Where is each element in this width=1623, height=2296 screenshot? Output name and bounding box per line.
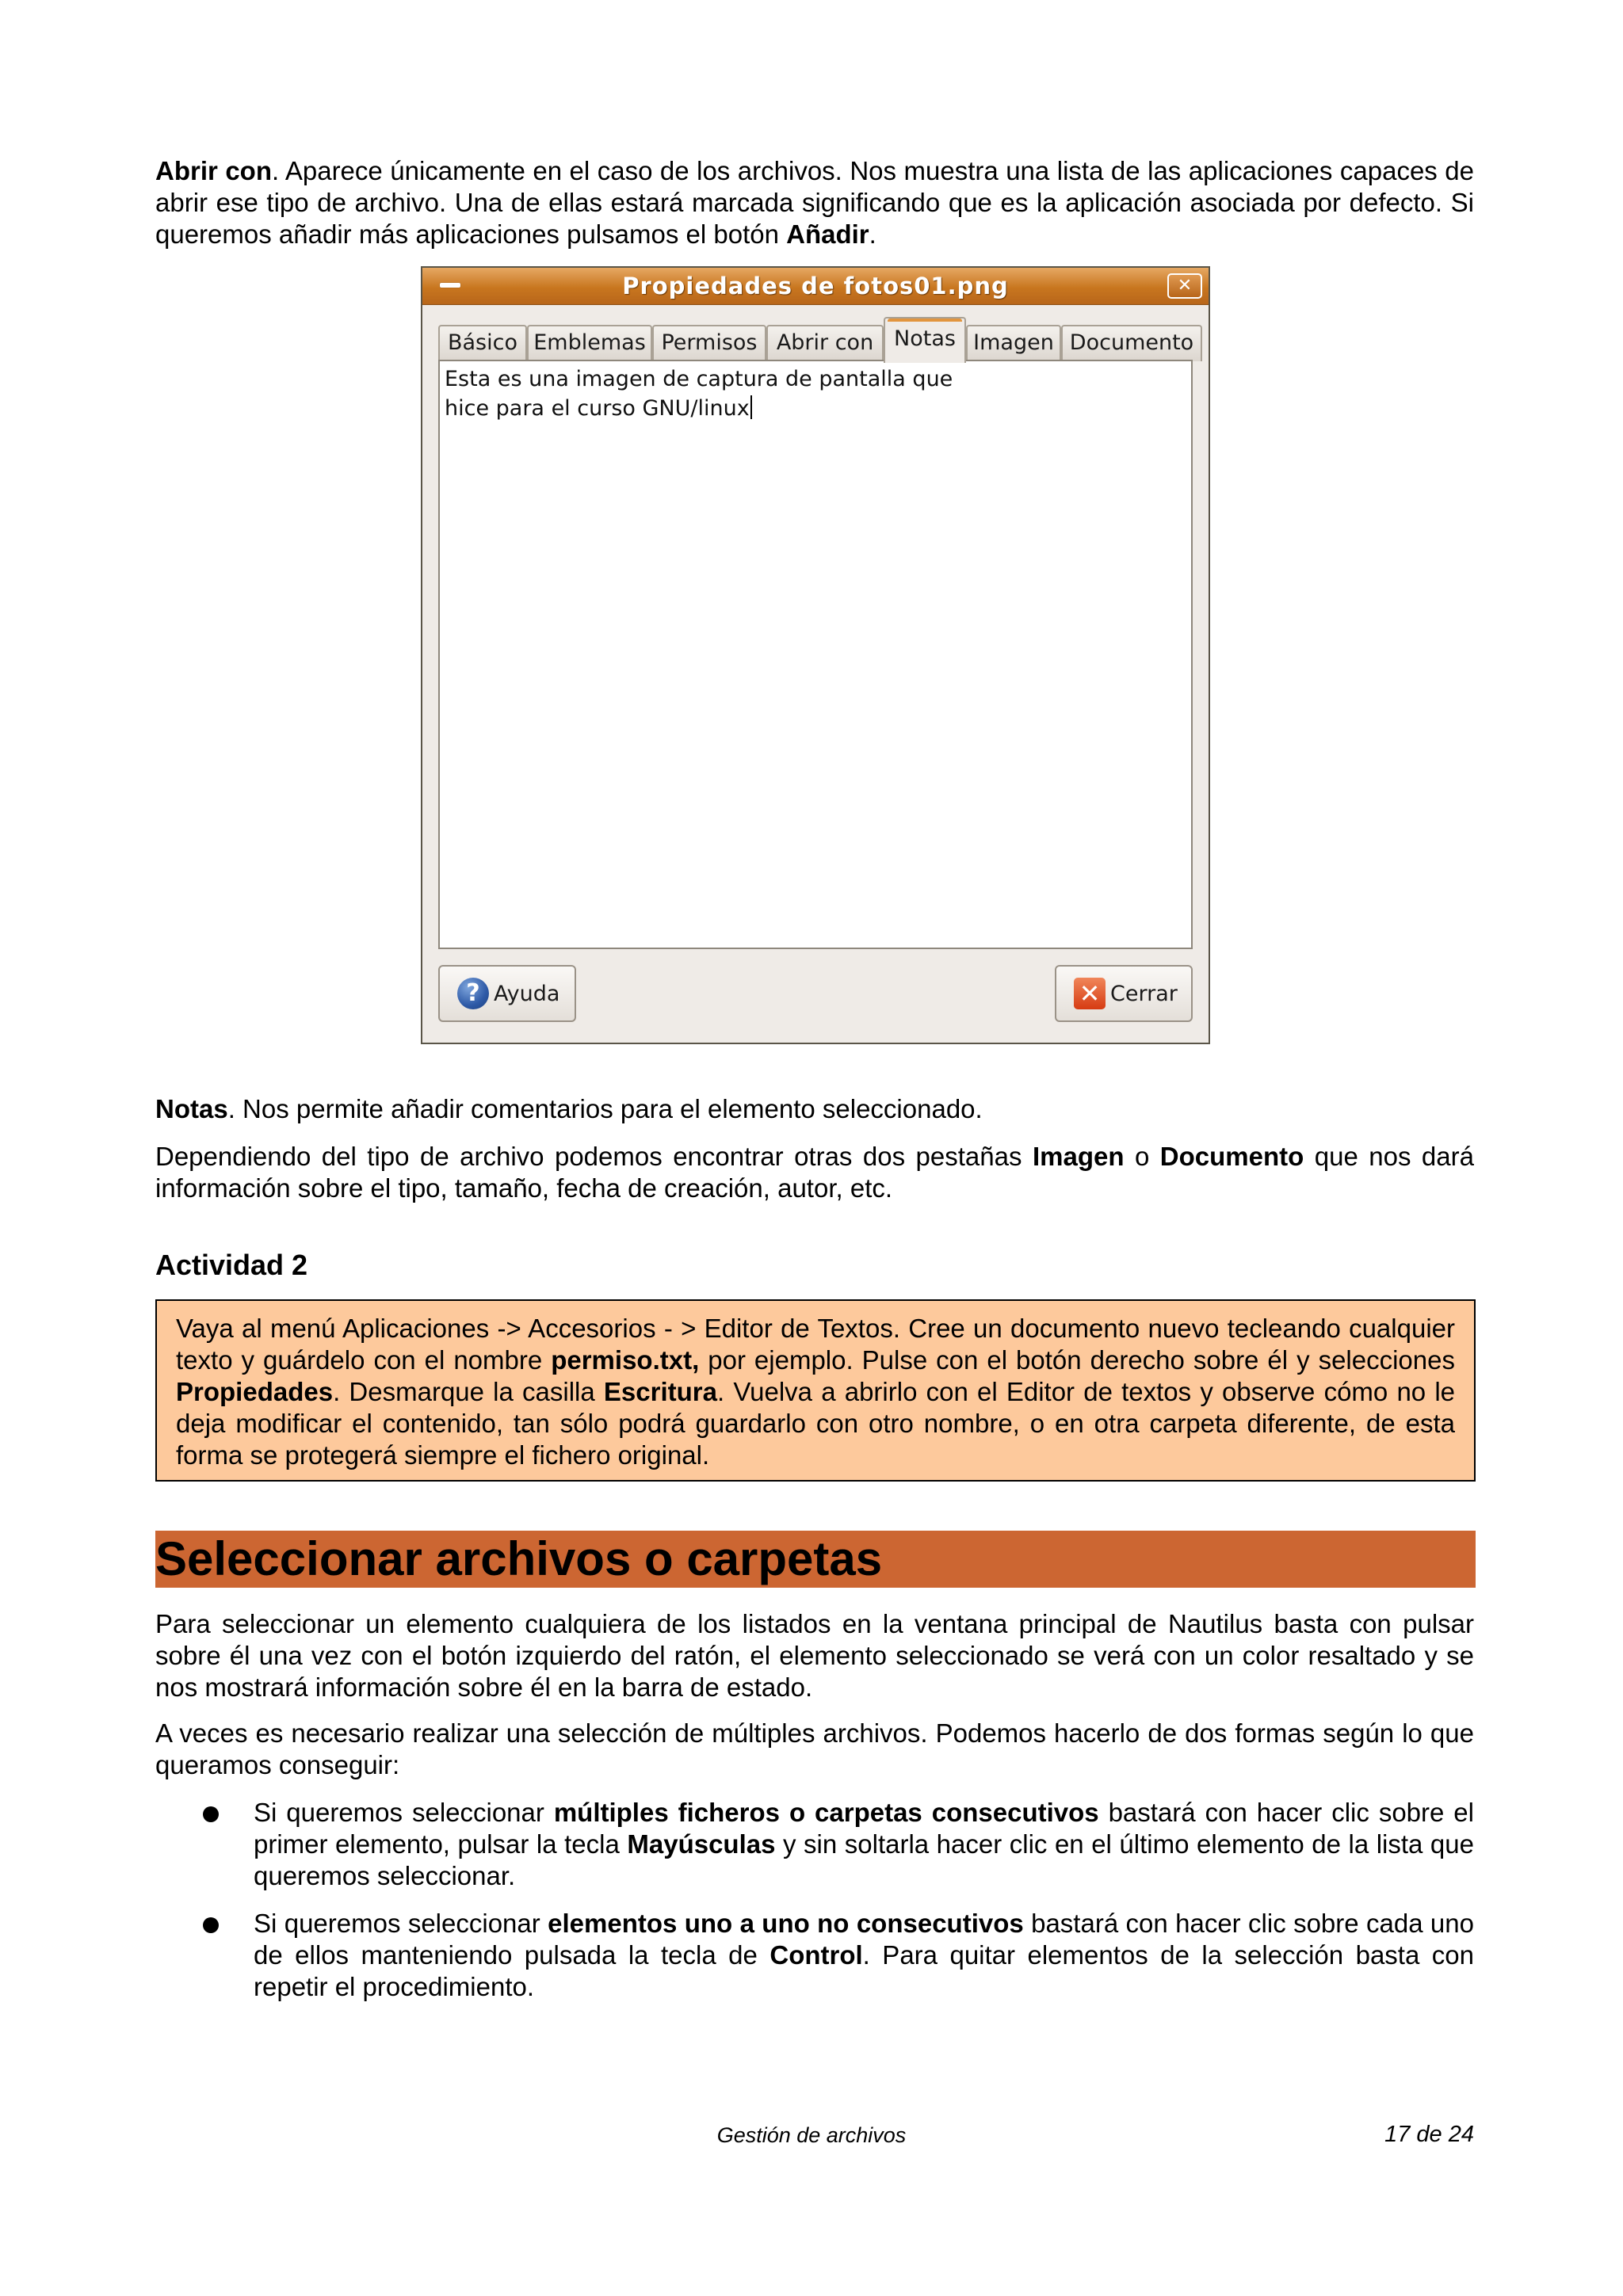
- tab-permisos[interactable]: Permisos: [652, 325, 766, 361]
- activity-text-3: . Desmarque la casilla: [333, 1377, 604, 1406]
- notes-line-2: [445, 394, 1186, 423]
- notes-line-2-text: hice para el curso GNU/linux: [445, 396, 750, 421]
- close-icon[interactable]: ✕: [1167, 273, 1202, 299]
- close-button-label: Cerrar: [1110, 981, 1178, 1006]
- tabs-paragraph: [155, 1141, 1474, 1204]
- bullet-2-part-1: Si queremos seleccionar: [254, 1909, 548, 1938]
- bullet-2-dot: [203, 1917, 219, 1933]
- tabs-bold-imagen: Imagen: [1032, 1142, 1125, 1171]
- notas-text: . Nos permite añadir comentarios para el elemento seleccionado.: [227, 1094, 983, 1123]
- tab-notas[interactable]: Notas: [884, 317, 966, 363]
- activity-bold-2: Propiedades: [176, 1377, 334, 1406]
- bullet-2-bold-2: Control: [769, 1940, 863, 1970]
- activity-text-4: . Vuelva a abrirlo con el Editor de textos y observe cómo no le deja modificar el contenido, tan sólo podrá guardarlo con otro nombre, o en otra carpeta diferente, de esta forma se protegerá siempre el fichero original.: [176, 1377, 1456, 1470]
- help-button-label: Ayuda: [494, 981, 560, 1006]
- intro-paragraph: [155, 155, 1474, 250]
- help-icon: ?: [457, 978, 489, 1009]
- activity-heading: Actividad 2: [155, 1249, 308, 1281]
- activity-box: [155, 1299, 1476, 1482]
- bullet-1-part-2: bastará con hacer clic sobre el primer elemento, pulsar la tecla: [254, 1798, 1474, 1859]
- tab-imagen[interactable]: Imagen: [966, 325, 1061, 361]
- tab-documento[interactable]: Documento: [1061, 325, 1202, 361]
- bullet-2-bold-1: elementos uno a uno no consecutivos: [548, 1909, 1024, 1938]
- activity-text-2: por ejemplo. Pulse con el botón derecho sobre él y selecciones: [699, 1345, 1455, 1375]
- bullet-1-dot: [203, 1806, 219, 1822]
- close-button[interactable]: [1055, 965, 1193, 1022]
- properties-dialog: [421, 266, 1210, 1044]
- tabs-text-3: que nos dará información sobre el tipo, tamaño, fecha de creación, autor, etc.: [155, 1142, 1474, 1203]
- intro-end: .: [869, 219, 876, 249]
- notes-textarea[interactable]: [438, 360, 1193, 949]
- intro-text: . Aparece únicamente en el caso de los archivos. Nos muestra una lista de las aplicaciones capaces de abrir ese tipo de archivo. Una de ellas estará marcada significando que es la aplicación asociada por defecto. Si queremos añadir más aplicaciones pulsamos el botón: [155, 156, 1474, 249]
- activity-bold-3: Escritura: [603, 1377, 717, 1406]
- notas-term: Notas: [155, 1094, 228, 1123]
- section-paragraph-2: A veces es necesario realizar una selección de múltiples archivos. Podemos hacerlo de dos formas según lo que queramos conseguir:: [155, 1718, 1474, 1779]
- bullet-1-part-1: Si queremos seleccionar: [254, 1798, 554, 1827]
- footer-title: Gestión de archivos: [716, 2123, 907, 2147]
- tabs-text-1: Dependiendo del tipo de archivo podemos encontrar otras dos pestañas: [155, 1142, 1033, 1171]
- tabs-text-2: o: [1124, 1142, 1160, 1171]
- intro-term: Abrir con: [155, 156, 273, 185]
- section-title: Seleccionar archivos o carpetas: [155, 1532, 883, 1585]
- cancel-icon: ✕: [1074, 978, 1106, 1009]
- activity-text-1: Vaya al menú Aplicaciones -> Accesorios - > Editor de Textos. Cree un documento nuevo tecleando cualquier texto y guárdelo con el nombre: [176, 1314, 1455, 1375]
- dialog-title: Propiedades de fotos01.png: [622, 273, 1009, 299]
- section-paragraph-1: Para seleccionar un elemento cualquiera de los listados en la ventana principal de Nautilus basta con pulsar sobre él una vez con el botón izquierdo del ratón, el elemento seleccionado se verá con un color resaltado y se nos mostrará información sobre él en la barra de estado.: [155, 1609, 1474, 1702]
- activity-bold-1: permiso.txt,: [551, 1345, 700, 1375]
- tab-emblemas[interactable]: Emblemas: [527, 325, 652, 361]
- bullet-2-part-2: bastará con hacer clic sobre cada uno de ellos manteniendo pulsada la tecla de: [254, 1909, 1474, 1970]
- tab-abrir-con[interactable]: Abrir con: [766, 325, 884, 361]
- tab-basico[interactable]: Básico: [438, 325, 527, 361]
- page-number: 17 de 24: [1384, 2122, 1474, 2147]
- dialog-titlebar[interactable]: [422, 268, 1209, 305]
- intro-button-term: Añadir: [786, 219, 869, 249]
- bullet-1-bold-2: Mayúsculas: [627, 1829, 776, 1859]
- bullet-2-text: [254, 1908, 1474, 2003]
- section-header: [155, 1531, 1476, 1588]
- help-button[interactable]: [438, 965, 576, 1022]
- text-caret: [750, 395, 752, 419]
- tabs-bold-documento: Documento: [1159, 1142, 1304, 1171]
- bullet-1-text: [254, 1797, 1474, 1892]
- bullet-2-part-3: . Para quitar elementos de la selección basta con repetir el procedimiento.: [254, 1940, 1474, 2001]
- bullet-1-part-3: y sin soltarla hacer clic en el último elemento de la lista que queremos seleccionar.: [254, 1829, 1474, 1890]
- bullet-1-bold-1: múltiples ficheros o carpetas consecutivos: [553, 1798, 1099, 1827]
- notas-paragraph: [155, 1093, 1474, 1125]
- notes-line-1: Esta es una imagen de captura de pantalla que: [445, 367, 953, 391]
